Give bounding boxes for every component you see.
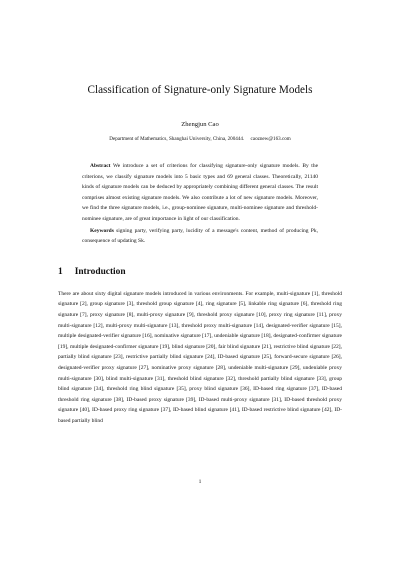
- page-number: 1: [198, 479, 202, 485]
- author-affiliation: Department of Mathematics, Shanghai University, China, 200444. caoznew@163.com: [109, 136, 291, 142]
- section-heading: [58, 266, 342, 278]
- keywords: [82, 226, 318, 247]
- keywords-label: Keywords: [90, 227, 114, 234]
- section-title: Introduction: [74, 266, 126, 277]
- abstract-text: We introduce a set of criterions for classifying signature-only signature models. By the criterions, we classify signature models into 5 basic types and 69 general classes. Theoretically, 21140 kinds of signature models can be deduced by appropriately combining different general classes. The result comprises almost existing signature models. We also contribute a lot of new signature models. Moreover, we find the three signature models, i.e., group-nominee signature, multi-nominee signature and threshold-nominee signature, are of great importance in light of our classification.: [82, 163, 319, 222]
- introduction-paragraph: There are about sixty digital signature models introduced in various environments. For example, multi-signature [1], threshold signature [2], group signature [3], threshold group signature [4], ring signature [5], linkable ring signature [6], threshold ring signature [7], proxy signature [8], multi-proxy signature [9], threshold proxy signature [10], proxy ring signature [11], proxy multi-signature [12], multi-proxy multi-signature [13], threshold proxy multi-signature [14], designated-verifier signature [15], multiple designated-verifier signature [16], nominative signature [17], undeniable signature [18], designated-confirmer signature [19], multiple designated-confirmer signature [19], blind signature [20], fair blind signature [21], restrictive blind signature [22], partially blind signature [23], restrictive partially blind signature [24], ID-based signature [25], forward-secure signature [26], designated-verifier proxy signature [27], nominative proxy signature [28], undeniable multi-signature [29], undeniable proxy multi-signature [30], blind multi-signature [31], threshold blind signature [32], threshold partially blind signature [33], group blind signature [34], threshold ring blind signature [35], proxy blind signature [36], ID-based ring signature [37], ID-based threshold ring signature [38], ID-based proxy signature [39], ID-based multi-proxy signature [31], ID-based threshold proxy signature [40], ID-based proxy ring signature [37], ID-based blind signature [41], ID-based restrictive blind signature [42], ID-based partially blind: [58, 290, 342, 424]
- paper-title: Classification of Signature-only Signature Models: [87, 84, 313, 96]
- section-number: 1: [58, 266, 63, 277]
- abstract: [82, 161, 318, 225]
- author-name: Zhengjun Cao: [181, 121, 219, 128]
- abstract-label: Abstract: [90, 163, 111, 169]
- keywords-text: signing party, verifying party, lucidity of a message's content, method of producing Pk, consequence of updating Sk.: [82, 227, 318, 245]
